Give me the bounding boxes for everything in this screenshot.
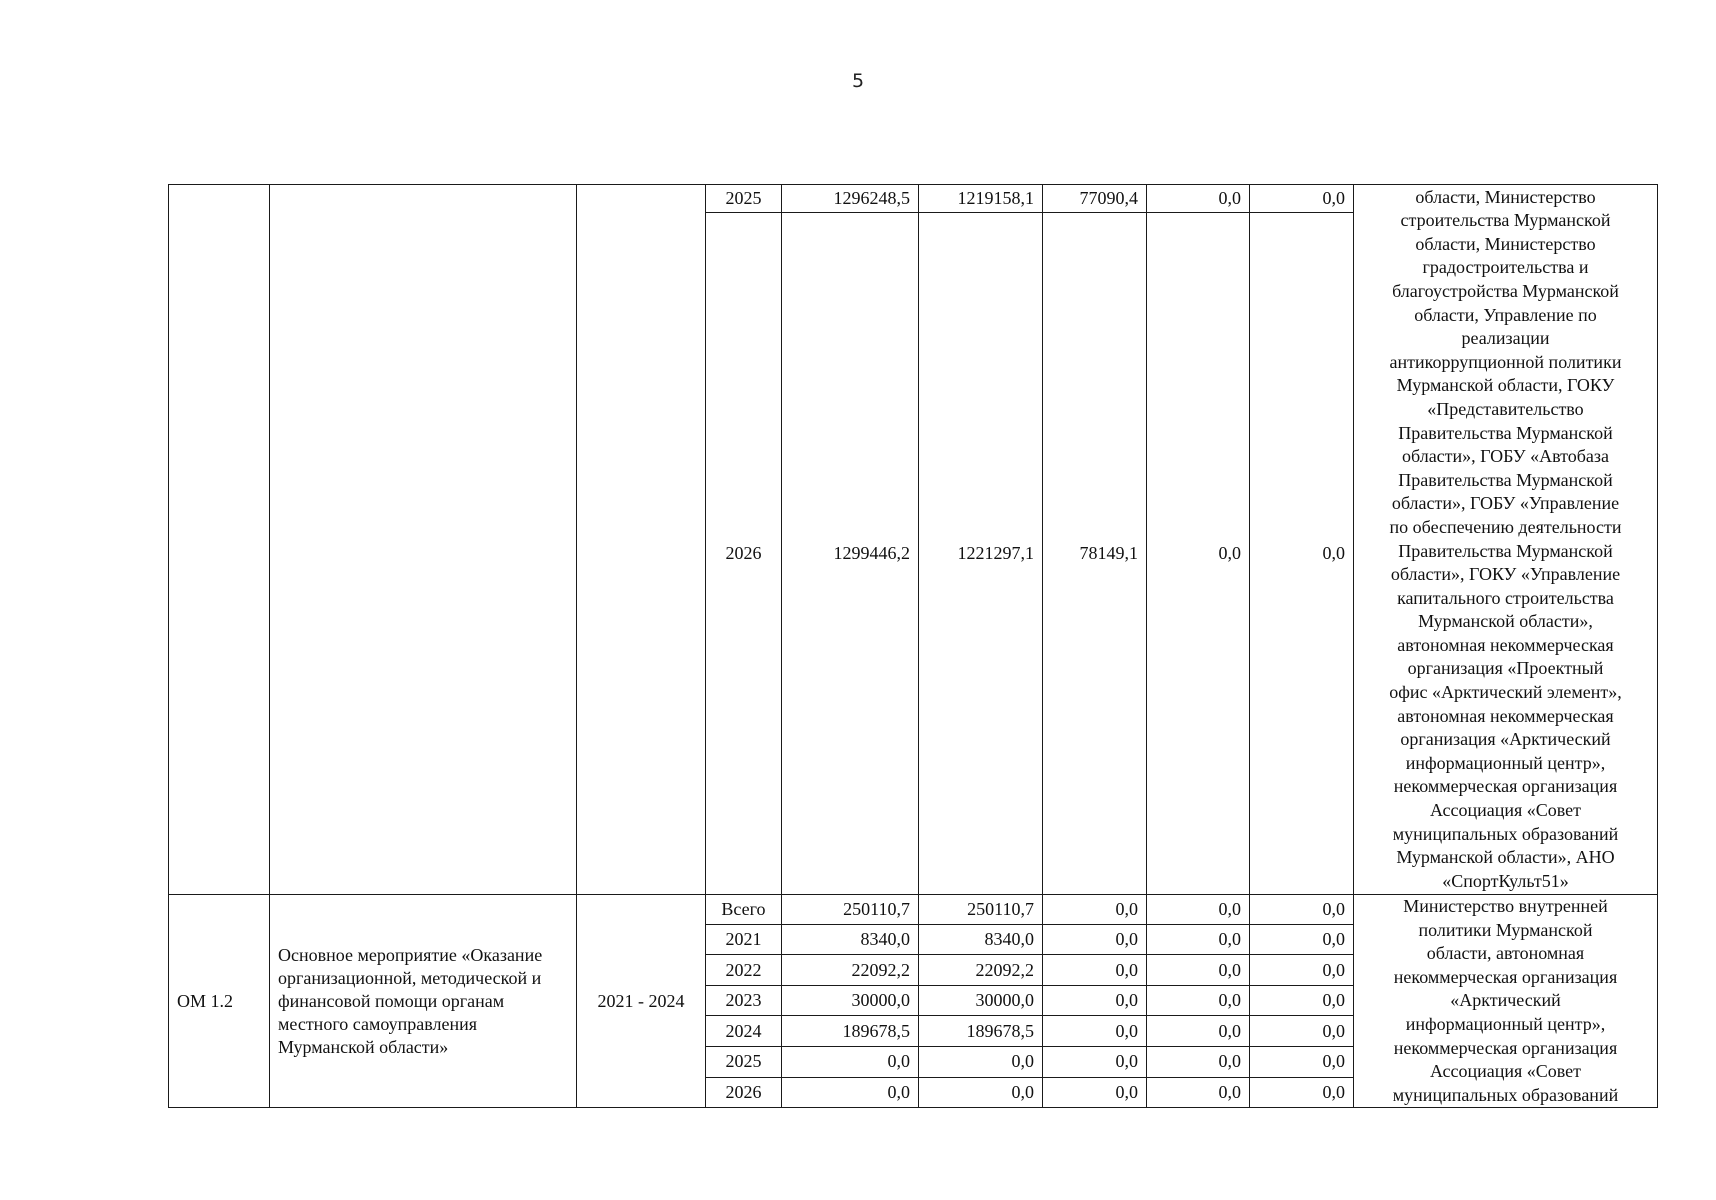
responsible-line: области, Министерство xyxy=(1415,233,1596,254)
responsible-line: Мурманской области», xyxy=(1418,611,1593,632)
responsible-line: информационный центр», xyxy=(1405,752,1606,773)
regional-budget-cell: 189678,5 xyxy=(919,1016,1043,1047)
year-cell: 2025 xyxy=(706,185,782,213)
year-cell: 2026 xyxy=(706,1077,782,1108)
responsible-line: Правительства Мурманской xyxy=(1398,422,1613,443)
federal-budget-cell: 77090,4 xyxy=(1043,185,1147,213)
responsible-line: политики Мурманской xyxy=(1418,919,1593,940)
local-budget-cell: 0,0 xyxy=(1147,924,1250,955)
responsible-line: автономная некоммерческая xyxy=(1397,705,1614,726)
local-budget-cell: 0,0 xyxy=(1147,185,1250,213)
local-budget-cell: 0,0 xyxy=(1147,213,1250,895)
other-sources-cell: 0,0 xyxy=(1250,985,1354,1016)
regional-budget-cell: 0,0 xyxy=(919,1047,1043,1078)
responsible-line: антикоррупционной политики xyxy=(1389,351,1622,372)
om-title-cell: Основное мероприятие «Оказание организационной, методической и финансовой помощи органам местного самоуправления Мурманской области» xyxy=(270,895,577,1108)
responsible-line: Правительства Мурманской xyxy=(1398,469,1613,490)
responsible-line: некоммерческая организация xyxy=(1393,776,1618,797)
year-cell: 2026 xyxy=(706,213,782,895)
total-cell: 22092,2 xyxy=(782,955,919,986)
total-cell: 189678,5 xyxy=(782,1016,919,1047)
regional-budget-cell: 8340,0 xyxy=(919,924,1043,955)
year-cell: Всего xyxy=(706,895,782,925)
total-cell: 8340,0 xyxy=(782,924,919,955)
year-cell: 2025 xyxy=(706,1047,782,1078)
responsible-line: области», ГОБУ «Автобаза xyxy=(1402,446,1609,467)
om-code-cell: ОМ 1.2 xyxy=(169,895,270,1108)
local-budget-cell: 0,0 xyxy=(1147,985,1250,1016)
regional-budget-cell: 1221297,1 xyxy=(919,213,1043,895)
responsible-line: области», ГОКУ «Управление xyxy=(1390,564,1621,585)
responsible-line: муниципальных образований xyxy=(1392,1084,1619,1105)
regional-budget-cell: 22092,2 xyxy=(919,955,1043,986)
responsible-line: Мурманской области, ГОКУ xyxy=(1396,375,1615,396)
federal-budget-cell: 0,0 xyxy=(1043,1047,1147,1078)
total-cell: 30000,0 xyxy=(782,985,919,1016)
total-cell: 1296248,5 xyxy=(782,185,919,213)
other-sources-cell: 0,0 xyxy=(1250,1047,1354,1078)
responsible-line: организация «Арктический xyxy=(1400,729,1611,750)
federal-budget-cell: 0,0 xyxy=(1043,1016,1147,1047)
responsible-line: автономная некоммерческая xyxy=(1397,634,1614,655)
federal-budget-cell: 0,0 xyxy=(1043,924,1147,955)
responsible-line: по обеспечению деятельности xyxy=(1389,516,1622,537)
responsible-executors-cell xyxy=(1354,185,1658,895)
responsible-line: благоустройства Мурманской xyxy=(1392,280,1619,301)
code-cell-empty xyxy=(169,185,270,895)
responsible-line: «Представительство xyxy=(1427,398,1584,419)
total-cell: 250110,7 xyxy=(782,895,919,925)
local-budget-cell: 0,0 xyxy=(1147,1047,1250,1078)
total-cell: 0,0 xyxy=(782,1077,919,1108)
responsible-line: Правительства Мурманской xyxy=(1398,540,1613,561)
responsible-line: муниципальных образований xyxy=(1392,823,1619,844)
responsible-line: строительства Мурманской xyxy=(1400,210,1611,231)
local-budget-cell: 0,0 xyxy=(1147,895,1250,925)
responsible-line: Ассоциация «Совет xyxy=(1429,1061,1582,1082)
federal-budget-cell: 0,0 xyxy=(1043,1077,1147,1108)
table-row xyxy=(169,895,1658,925)
other-sources-cell: 0,0 xyxy=(1250,924,1354,955)
regional-budget-cell: 250110,7 xyxy=(919,895,1043,925)
regional-budget-cell: 1219158,1 xyxy=(919,185,1043,213)
regional-budget-cell: 30000,0 xyxy=(919,985,1043,1016)
federal-budget-cell: 0,0 xyxy=(1043,895,1147,925)
total-cell: 1299446,2 xyxy=(782,213,919,895)
responsible-line: области, Министерство xyxy=(1415,186,1596,207)
om-responsible-executors-cell xyxy=(1354,895,1658,1108)
other-sources-cell: 0,0 xyxy=(1250,213,1354,895)
program-funding-table xyxy=(168,184,1658,1108)
regional-budget-cell: 0,0 xyxy=(919,1077,1043,1108)
responsible-line: реализации xyxy=(1461,328,1550,349)
other-sources-cell: 0,0 xyxy=(1250,955,1354,986)
other-sources-cell: 0,0 xyxy=(1250,895,1354,925)
local-budget-cell: 0,0 xyxy=(1147,955,1250,986)
responsible-line: Мурманской области», АНО xyxy=(1396,847,1615,868)
responsible-line: некоммерческая организация xyxy=(1393,1037,1618,1058)
responsible-line: организация «Проектный xyxy=(1407,658,1604,679)
responsible-line: Ассоциация «Совет xyxy=(1429,800,1582,821)
responsible-line: офис «Арктический элемент», xyxy=(1389,682,1622,703)
local-budget-cell: 0,0 xyxy=(1147,1016,1250,1047)
year-cell: 2021 xyxy=(706,924,782,955)
year-cell: 2023 xyxy=(706,985,782,1016)
federal-budget-cell: 0,0 xyxy=(1043,985,1147,1016)
year-cell: 2024 xyxy=(706,1016,782,1047)
federal-budget-cell: 78149,1 xyxy=(1043,213,1147,895)
other-sources-cell: 0,0 xyxy=(1250,1016,1354,1047)
responsible-line: области, автономная xyxy=(1426,943,1585,964)
om-period-cell: 2021 - 2024 xyxy=(577,895,706,1108)
responsible-line: «Арктический xyxy=(1450,990,1561,1011)
table-row xyxy=(169,185,1658,213)
period-cell-empty xyxy=(577,185,706,895)
local-budget-cell: 0,0 xyxy=(1147,1077,1250,1108)
responsible-line: области, Управление по xyxy=(1414,304,1597,325)
other-sources-cell: 0,0 xyxy=(1250,185,1354,213)
responsible-line: области», ГОБУ «Управление xyxy=(1391,493,1620,514)
responsible-line: капитального строительства xyxy=(1397,587,1614,608)
title-cell-empty xyxy=(270,185,577,895)
year-cell: 2022 xyxy=(706,955,782,986)
page-number: 5 xyxy=(851,70,865,92)
responsible-line: градостроительства и xyxy=(1422,257,1589,278)
total-cell: 0,0 xyxy=(782,1047,919,1078)
responsible-line: некоммерческая организация xyxy=(1393,966,1618,987)
other-sources-cell: 0,0 xyxy=(1250,1077,1354,1108)
responsible-line: Министерство внутренней xyxy=(1403,896,1608,916)
responsible-line: информационный центр», xyxy=(1405,1013,1606,1034)
federal-budget-cell: 0,0 xyxy=(1043,955,1147,986)
responsible-line: «СпортКульт51» xyxy=(1442,870,1569,891)
